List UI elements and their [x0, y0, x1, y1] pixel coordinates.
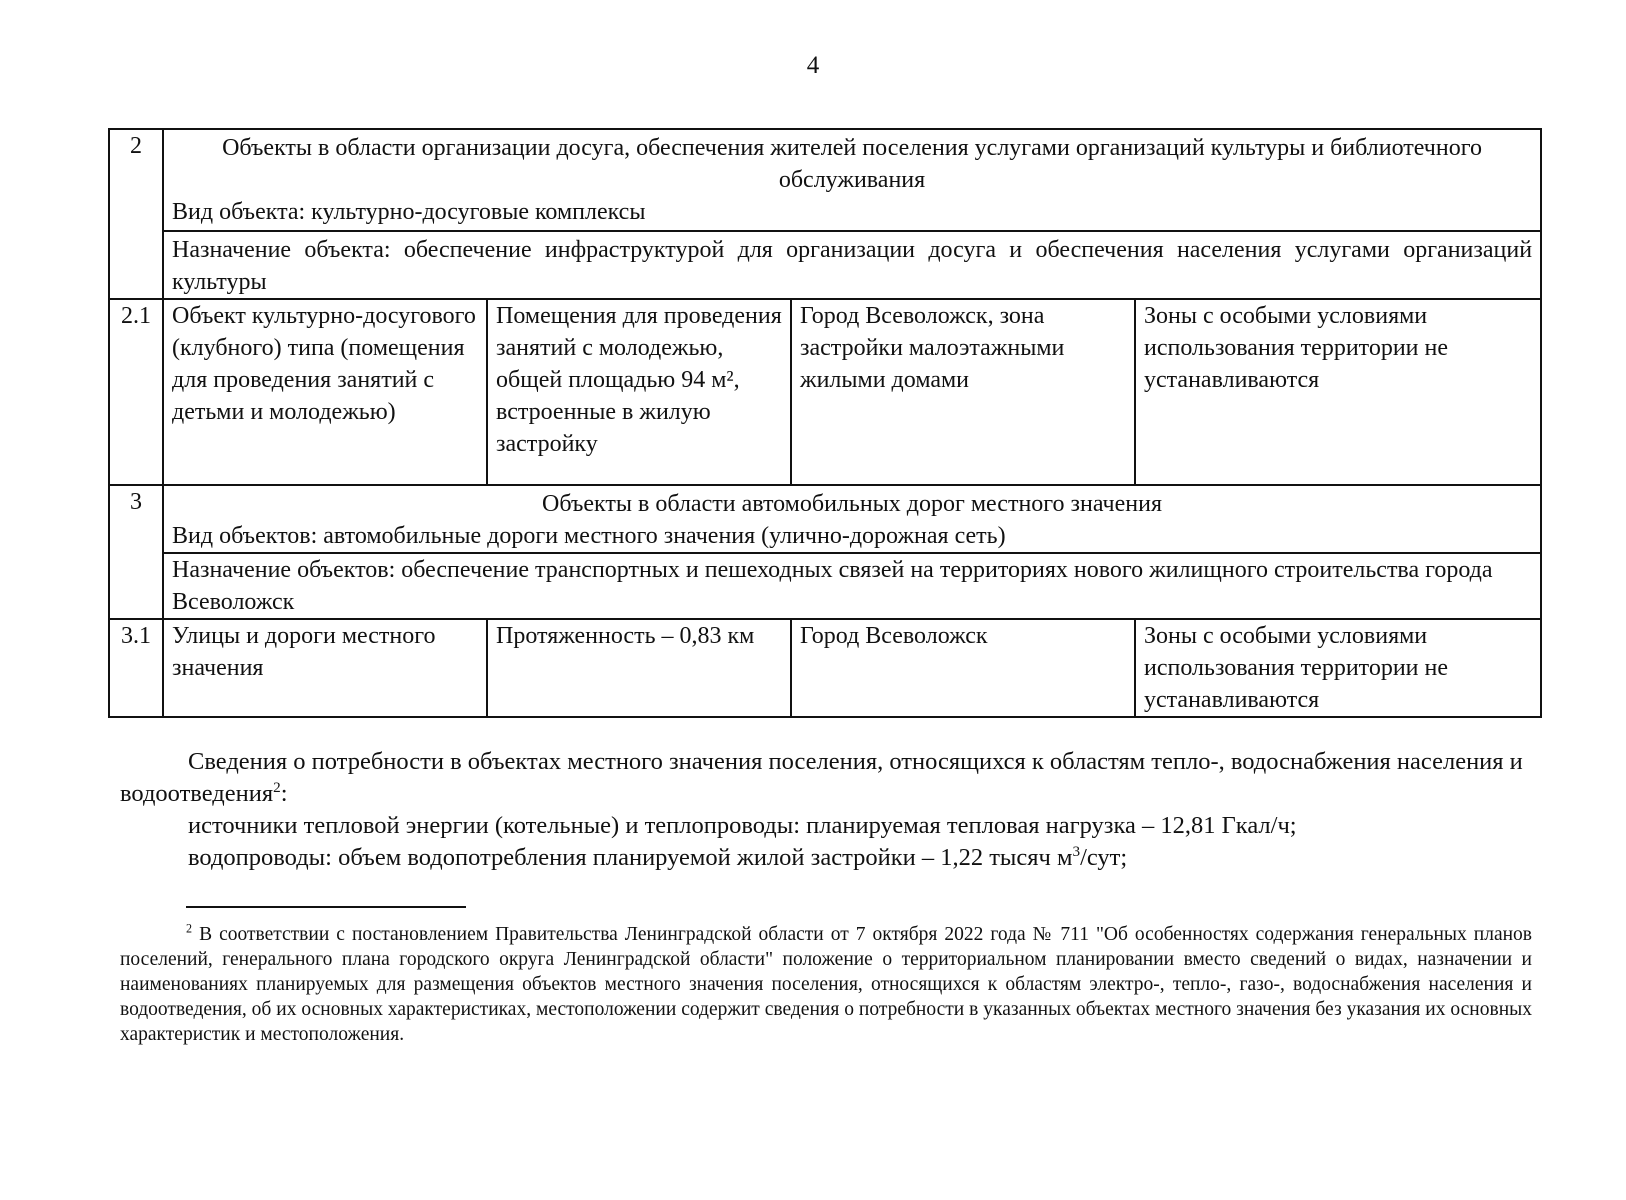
footnote-text: В соответствии с постановлением Правительства Ленинградской области от 7 октября 2022 года № 711 "Об особенностях содержания генеральных планов поселений, генерального плана городского округа Ленинградской области" положение о территориальном планировании вместо сведений о видах, назначении и наименованиях планируемых для размещения объектов местного значения поселения, относящихся к областям электро-, тепло-, газо-, водоснабжения населения и водоотведения, об их основных характеристиках, местоположении содержит сведения о потребности в указанных объектах местного значения без указания их основных характеристик и местоположения. [120, 924, 1532, 1045]
section-number: 2 [109, 129, 163, 299]
object-kind: Вид объекта: культурно-досуговые комплексы [172, 199, 646, 225]
object-kind: Вид объектов: автомобильные дороги местного значения (улично-дорожная сеть) [172, 523, 1006, 549]
row-number: 2.1 [109, 299, 163, 485]
row-number: 3.1 [109, 619, 163, 717]
footnote-mark: 2 [186, 921, 193, 936]
needs-section [120, 746, 1532, 874]
object-location-cell: Город Всеволожск [791, 619, 1135, 717]
needs-intro-paragraph [120, 746, 1532, 810]
section-header-cell [163, 129, 1541, 231]
footnote [120, 922, 1532, 1047]
intro-colon: : [280, 780, 288, 807]
page-number: 4 [806, 52, 820, 79]
water-need-unit: /сут; [1080, 844, 1128, 871]
object-purpose: Назначение объектов: обеспечение транспортных и пешеходных связей на территориях нового жилищного строительства города Всеволожск [163, 553, 1541, 619]
water-need-line [120, 842, 1532, 874]
section-number: 3 [109, 485, 163, 619]
water-need-text: водопроводы: объем водопотребления планируемой жилой застройки – 1,22 тысяч м [188, 844, 1073, 871]
planned-objects-table [108, 128, 1542, 718]
object-name-cell: Объект культурно-досугового (клубного) типа (помещения для проведения занятий с детьми и молодежью) [163, 299, 487, 485]
object-zones-cell: Зоны с особыми условиями использования территории не устанавливаются [1135, 619, 1541, 717]
table-row [109, 619, 1541, 717]
section-header-cell [163, 485, 1541, 553]
footnote-paragraph [120, 922, 1532, 1047]
object-zones-cell: Зоны с особыми условиями использования территории не устанавливаются [1135, 299, 1541, 485]
table-row [109, 299, 1541, 485]
section-3-purpose-row [109, 553, 1541, 619]
needs-intro-text: Сведения о потребности в объектах местного значения поселения, относящихся к областям тепло-, водоснабжения населения и водоотведения [120, 748, 1523, 807]
section-2-purpose-row [109, 231, 1541, 299]
object-purpose: Назначение объекта: обеспечение инфраструктурой для организации досуга и обеспечения населения услугами организаций культуры [163, 231, 1541, 299]
object-characteristics-cell: Протяженность – 0,83 км [487, 619, 791, 717]
section-2-header-row [109, 129, 1541, 231]
heat-need-line: источники тепловой энергии (котельные) и теплопроводы: планируемая тепловая нагрузка – 12,81 Гкал/ч; [188, 812, 1297, 839]
section-title: Объекты в области организации досуга, обеспечения жителей поселения услугами организаций культуры и библиотечного обслуживания [222, 135, 1482, 193]
footnote-reference: 2 [273, 778, 281, 796]
object-location-cell: Город Всеволожск, зона застройки малоэтажными жилыми домами [791, 299, 1135, 485]
footnote-separator [186, 906, 466, 908]
section-title: Объекты в области автомобильных дорог местного значения [542, 491, 1162, 517]
object-characteristics-cell: Помещения для проведения занятий с молодежью, общей площадью 94 м², встроенные в жилую застройку [487, 299, 791, 485]
object-name-cell: Улицы и дороги местного значения [163, 619, 487, 717]
cubic-superscript: 3 [1072, 842, 1081, 860]
section-3-header-row [109, 485, 1541, 553]
